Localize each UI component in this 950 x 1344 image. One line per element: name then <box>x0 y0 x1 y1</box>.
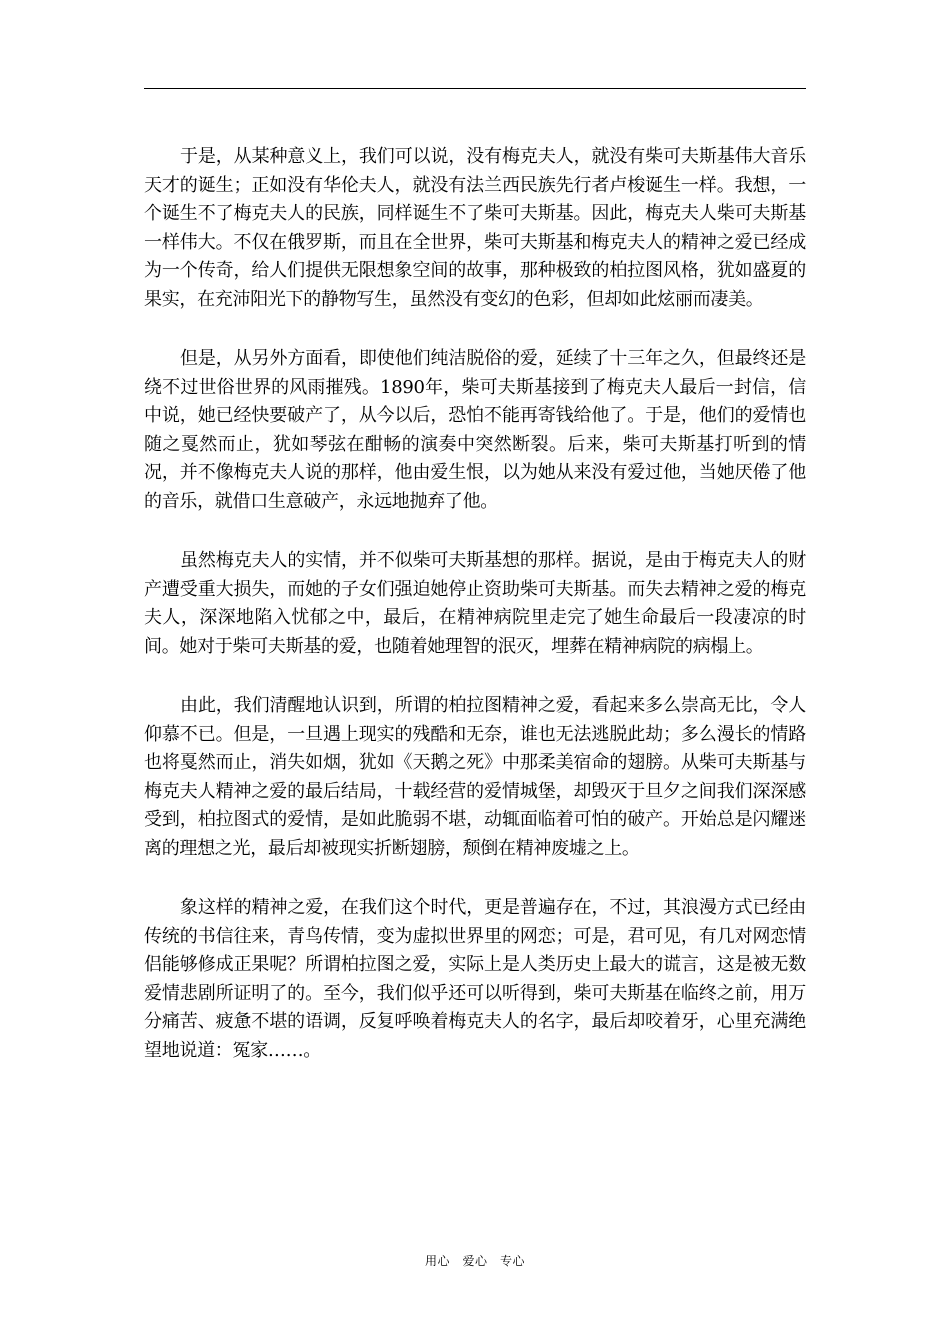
paragraph-1: 于是，从某种意义上，我们可以说，没有梅克夫人，就没有柴可夫斯基伟大音乐天才的诞生；正如没有华伦夫人，就没有法兰西民族先行者卢梭诞生一样。我想，一个诞生不了梅克夫人的民族，同样诞生不了柴可夫斯基。因此，梅克夫人柴可夫斯基一样伟大。不仅在俄罗斯，而且在全世界，柴可夫斯基和梅克夫人的精神之爱已经成为一个传奇，给人们提供无限想象空间的故事，那种极致的柏拉图风格，犹如盛夏的果实，在充沛阳光下的静物写生，虽然没有变幻的色彩，但却如此炫丽而凄美。 <box>144 146 806 310</box>
page-footer: 用心 爱心 专心 <box>424 1254 525 1268</box>
paragraph-4: 由此，我们清醒地认识到，所谓的柏拉图精神之爱，看起来多么崇高无比，令人仰慕不已。但是，一旦遇上现实的残酷和无奈，谁也无法逃脱此劫；多么漫长的情路也将戛然而止，消失如烟，犹如《天鹅之死》中那柔美宿命的翅膀。从柴可夫斯基与梅克夫人精神之爱的最后结局，十载经营的爱情城堡，却毁灭于旦夕之间我们深深感受到，柏拉图式的爱情，是如此脆弱不堪，动辄面临着可怕的破产。开始总是闪耀迷离的理想之光，最后却被现实折断翅膀，颓倒在精神废墟之上。 <box>144 695 806 859</box>
paragraph-2: 但是，从另外方面看，即使他们纯洁脱俗的爱，延续了十三年之久，但最终还是绕不过世俗世界的风雨摧残。1890年，柴可夫斯基接到了梅克夫人最后一封信，信中说，她已经快要破产了，从今以后，恐怕不能再寄钱给他了。于是，他们的爱情也随之戛然而止，犹如琴弦在酣畅的演奏中突然断裂。后来，柴可夫斯基打听到的情况，并不像梅克夫人说的那样，他由爱生恨，以为她从来没有爱过他，当她厌倦了他的音乐，就借口生意破产，永远地抛弃了他。 <box>144 348 806 512</box>
paragraph-3: 虽然梅克夫人的实情，并不似柴可夫斯基想的那样。据说，是由于梅克夫人的财产遭受重大损失，而她的子女们强迫她停止资助柴可夫斯基。而失去精神之爱的梅克夫人，深深地陷入忧郁之中，最后，在精神病院里走完了她生命最后一段凄凉的时间。她对于柴可夫斯基的爱，也随着她理智的泯灭，埋葬在精神病院的病榻上。 <box>144 550 806 657</box>
header-rule <box>144 88 806 89</box>
document-body <box>144 143 806 1096</box>
paragraph-5: 象这样的精神之爱，在我们这个时代，更是普遍存在，不过，其浪漫方式已经由传统的书信往来，青鸟传情，变为虚拟世界里的网恋；可是，君可见，有几对网恋情侣能够修成正果呢？所谓柏拉图之爱，实际上是人类历史上最大的谎言，这是被无数爱情悲剧所证明了的。至今，我们似乎还可以听得到，柴可夫斯基在临终之前，用万分痛苦、疲惫不堪的语调，反复呼唤着梅克夫人的名字，最后却咬着牙，心里充满绝望地说道：冤家……。 <box>144 897 806 1061</box>
